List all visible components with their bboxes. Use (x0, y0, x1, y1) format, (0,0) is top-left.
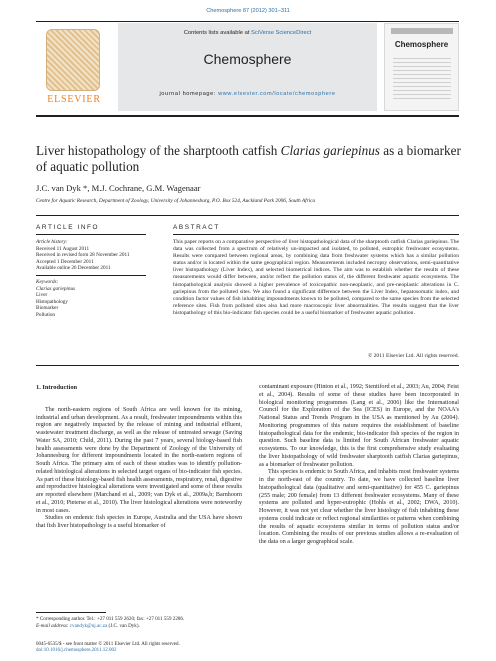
copyright-notice: © 2011 Elsevier Ltd. All rights reserved. (367, 353, 459, 359)
email-link[interactable]: cvandyk@uj.ac.za (69, 622, 108, 629)
journal-name: Chemosphere (203, 51, 292, 67)
history-item: Received 11 August 2011 (36, 245, 90, 252)
history-item: Accepted 1 December 2011 (36, 258, 94, 265)
section-heading: 1. Introduction (36, 384, 78, 391)
keyword-item: Histopathology (36, 298, 68, 305)
keyword-item: Biomarker (36, 305, 59, 312)
journal-homepage-line (118, 91, 377, 97)
footnote-rule (36, 612, 106, 613)
body-paragraph: Studies on endemic fish species in Europe, Australia and the USA have shown that fish liver histopathology is a useful biomarker of (36, 515, 242, 529)
footnote-email-line (36, 623, 242, 630)
abstract-rule (173, 234, 459, 235)
article-info-heading: ARTICLE INFO (36, 224, 100, 231)
masthead-bottom-rule (36, 115, 459, 117)
keyword-item: Pollution (36, 311, 56, 318)
history-item: Available online 26 December 2011 (36, 265, 111, 272)
footnote-author: * Corresponding author. Tel.: +27 011 559 2620; fax: +27 011 559 2286. (36, 616, 185, 622)
history-label: Article history: (36, 239, 68, 245)
keyword-item: Clarias gariepinus (36, 285, 76, 292)
body-paragraph: This species is endemic to South Africa, and inhabits most freshwater systems in the north-east of the country. To date, we have collected baseline liver histopathological data (qualitative and semi-quantitative) for 455 C. gariepinus (255 male; 200 female) from 13 different freshwater ecosystems. Many of these systems are polluted and hyper-eutrophic (Hohls et al., 2002; DWA, 2010). However, it was not yet clear whether the liver histology of fish inhabiting these systems could indicate or reflect regional similarities or patterns when combining the results of aquatic ecosystems similar in terms of pollution status and/or location. Combining the results of our previous studies allows a re-evaluation of the data on a larger geographical scale. (259, 469, 459, 545)
journal-cover-thumbnail[interactable] (384, 23, 459, 111)
journal-citation[interactable]: Chemosphere 87 (2012) 301–311 (206, 8, 290, 14)
body-paragraph: The north-eastern regions of South Africa are well known for its mining, industrial and urban development. As a result, freshwater impoundments within this region are negatively impacted by the release of mining and industrial effluent, wastewater treatment discharge, as well as the release of untreated sewage (Saving Water SA, 2010; Child, 2011). During the past 7 years, several biology-based fish health assessments were done by the Department of Zoology of the University of Johannesburg for different impoundments located in the north-eastern regions of South Africa. The primary aim of each of these studies was to identify pollution-related histological alterations in selected target organs of bio-indicator fish species. As part of these histology-based fish health assessments, respiratory, renal, digestive and reproductive histological alterations were investigated and some of these results are reported elsewhere (Marchand et al., 2009; van Dyk et al., 2009a,b; Barnhoorn et al., 2010; Pieterse et al., 2010). The liver histological alterations were noteworthy in most cases. (36, 406, 242, 514)
info-divider (36, 275, 146, 276)
body-column-left (36, 384, 242, 531)
body-paragraph: contaminant exposure (Hinton et al., 1992; Stentiford et al., 2003; Au, 2004; Feist et al., 2004). Results of some of these studies have been incorporated in biological monitoring programmes (Lang et al., 2006) like the International Council for the Exploration of the Sea (ICES) in Europe, and the NOAA's National Status and Trends Program in the USA as mentioned by Au (2004). Monitoring programmes of this nature requires the establishment of baseline histopathological data for the endemic, bio-indicator fish species of the region in question. Such baseline data is limited for South African freshwater aquatic ecosystems. To our knowledge, this is the first comprehensive study evaluating the liver histopathology of wild freshwater sharptooth catfish Clarias gariepinus, as a biomarker of freshwater pollution. (259, 384, 459, 468)
masthead-top-rule (36, 21, 459, 22)
contents-list-line (118, 30, 377, 36)
abstract-text: This paper reports on a comparative perspective of liver histopathological data of the sharptooth catfish Clarias gariepinus. The data was collected from a spectrum of relatively un-impacted and isolated, to polluted, eutrophic freshwater ecosystems. Results were compared between regional areas, by combining data from freshwater systems which has a similar pollution status and/or is located within the same geographical region. Measurements included necropsy observations, semi-quantitative liver histopathology (Liver Index), and selected biometrical indices. The aim was to establish whether the results of these measurements would differ between, and/or reflect the pollution status of, the different freshwater aquatic ecosystems. The histopathological analysis showed a higher prevalence of toxicopathic non-neoplastic, and pre-neoplastic alterations in C. gariepinus from the polluted sites. We also found a significant difference between the Liver Index, hepatosomatic index, and condition factor values of fish inhabiting impoundments known to be polluted, compared to the same species from the selected reference sites. Fish from polluted sites also had more macroscopic liver abnormalities. The results suggest that the liver histopathology of this bio-indicator fish species could be a useful biomarker of freshwater aquatic pollution. (173, 239, 459, 316)
abstract-heading: ABSTRACT (173, 224, 220, 231)
keywords-label: Keywords: (36, 278, 59, 285)
article-info-rule (36, 234, 146, 235)
article-title (36, 143, 466, 175)
email-label: E-mail address: (36, 622, 70, 629)
cover-title: Chemosphere (394, 40, 449, 49)
author-affiliation: Centre for Aquatic Research, Department of Zoology, University of Johannesburg, P.O. Box 524, Auckland Park 2006, South Africa (36, 198, 316, 204)
homepage-prefix: journal homepage: (159, 91, 219, 97)
cover-header-bar (391, 28, 453, 34)
cover-contents-lines (393, 58, 451, 102)
homepage-link[interactable]: www.elsevier.com/locate/chemosphere (218, 91, 336, 97)
article-info-panel (36, 239, 146, 319)
issn-block (36, 642, 336, 655)
author-list[interactable]: J.C. van Dyk *, M.J. Cochrane, G.M. Wagenaar (36, 183, 201, 193)
email-suffix: (J.C. van Dyk). (107, 622, 140, 629)
publisher-logo[interactable] (36, 23, 112, 111)
title-tail: as a biomarker of aquatic pollution (36, 143, 461, 174)
corresponding-author-footnote (36, 616, 242, 629)
publisher-name: ELSEVIER (47, 94, 101, 105)
doi-link[interactable]: doi:10.1016/j.chemosphere.2011.12.002 (36, 648, 117, 654)
elsevier-tree-icon (46, 29, 100, 91)
journal-masthead (36, 17, 459, 116)
section-divider-top (36, 215, 459, 216)
section-divider-bottom (36, 365, 459, 366)
title-main: Liver histopathology of the sharptooth catfish (36, 143, 281, 158)
contents-prefix: Contents lists available at (183, 30, 252, 36)
title-species: Clarias gariepinus (280, 143, 380, 158)
keyword-item: Liver (36, 292, 48, 299)
issn-line: 0045-6535/$ - see front matter © 2011 Elsevier Ltd. All rights reserved. (36, 642, 180, 647)
history-item: Received in revised form 28 November 2011 (36, 252, 130, 259)
sciencedirect-link[interactable]: SciVerse ScienceDirect (251, 30, 312, 36)
masthead-center (118, 23, 377, 111)
body-column-right (259, 384, 459, 547)
